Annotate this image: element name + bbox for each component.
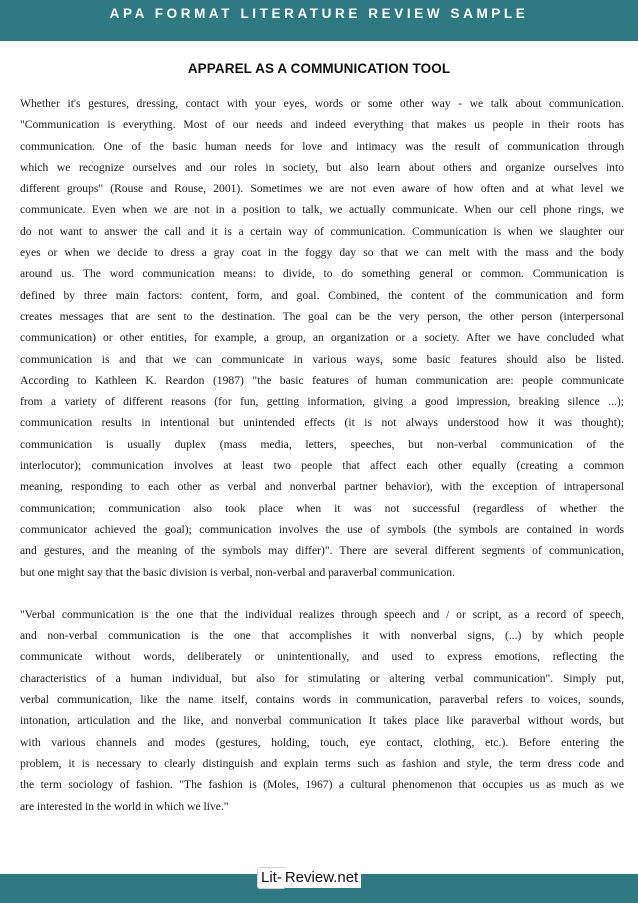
- text-line: from a variety of different reasons (for fun, getting information, giving a good impression, breaking silence ...);: [20, 395, 624, 409]
- site-logo[interactable]: [257, 866, 361, 890]
- text-line: intonation, articulation and the like, and nonverbal communication It takes place like paraverbal without words, but: [20, 714, 624, 728]
- header-bar: [0, 0, 638, 41]
- text-line: communicate without words, deliberately or unintentionally, and used to express emotions, reflecting the: [20, 650, 624, 664]
- text-line: "Communication is everything. Most of our needs and indeed everything that makes us people in their roots has: [20, 118, 624, 132]
- text-line: defined by three main factors: content, form, and goal. Combined, the content of the communication and form: [20, 288, 624, 302]
- text-line: meaning, responding to each other as verbal and nonverbal partner behavior), with the exception of intrapersonal: [20, 480, 624, 494]
- text-line: eyes or when we decide to dress a gray coat in the foggy day so that we can melt with the mass and the body: [20, 246, 624, 260]
- text-line: communication results in intentional but unintended effects (it is not always understood how it was thought);: [20, 416, 624, 430]
- text-line: problem, it is necessary to clearly distinguish and explain terms such as fashion and style, the term dress code and: [20, 756, 624, 770]
- document-body: [20, 93, 624, 817]
- text-line: are interested in the world in which we live.": [20, 799, 229, 813]
- paragraph-gap: [20, 583, 624, 604]
- text-line: with various channels and modes (gestures, holding, touch, eye contact, clothing, etc.). Before entering the: [20, 735, 624, 749]
- text-line: but one might say that the basic division is verbal, non-verbal and paraverbal communication.: [20, 565, 455, 579]
- text-line: creates messages that are sent to the destination. The goal can be the very person, the other person (interpersonal: [20, 309, 624, 323]
- text-line: communication; communication also took place when it was not successful (regardless of whether the: [20, 501, 624, 515]
- text-line: communication is and that we can communicate in various ways, some basic features should also be listed.: [20, 352, 624, 366]
- text-line: the term sociology of fashion. "The fashion is (Moles, 1967) a cultural phenomenon that occupies us as much as we: [20, 778, 624, 792]
- text-line: and gestures, and the meaning of the symbols may differ)". There are several different segments of communication,: [20, 544, 624, 558]
- text-line: verbal communication, like the name itself, contains words in communication, paraverbal refers to voices, sounds,: [20, 693, 624, 707]
- text-line: communication) or other entities, for example, a group, an organization or a society. After we have concluded what: [20, 331, 624, 345]
- text-line: do not want to answer the call and it is a certain way of communication. Communication is when we slaughter our: [20, 224, 624, 238]
- text-line: According to Kathleen K. Reardon (1987) "the basic features of human communication are: people communicate: [20, 373, 624, 387]
- text-line: communication is usually duplex (mass media, letters, speeches, but non-verbal communication of the: [20, 437, 624, 451]
- logo-review-net: Review.net: [285, 868, 361, 888]
- text-line: "Verbal communication is the one that the individual realizes through speech and / or script, as a record of speech,: [20, 607, 624, 621]
- text-line: different groups" (Rouse and Rouse, 2001). Sometimes we are not even aware of how often and at what level we: [20, 182, 624, 196]
- document-title: APPAREL AS A COMMUNICATION TOOL: [187, 61, 451, 76]
- text-line: around us. The word communication means: to divide, to do something general or common. Communication is: [20, 267, 624, 281]
- text-line: and non-verbal communication is the one that accomplishes it with nonverbal signs, (...) by which people: [20, 629, 624, 643]
- text-line: characteristics of a human individual, but also for stimulating or altering verbal communication". Simply put,: [20, 671, 624, 685]
- text-line: communicator achieved the goal); communication involves the use of symbols (the symbols are contained in words: [20, 522, 624, 536]
- logo-lit: Lit-: [257, 867, 286, 889]
- text-line: which we recognize ourselves and our roles in society, but also learn about others and organize ourselves into: [20, 160, 624, 174]
- text-line: Whether it's gestures, dressing, contact with your eyes, words or some other way - we talk about communication.: [20, 97, 624, 110]
- text-line: communicate. Even when we are not in a position to talk, we actually communicate. When our cell phone rings, we: [20, 203, 624, 217]
- text-line: communication. One of the basic human needs for love and intimacy was the result of communication through: [20, 139, 624, 153]
- header-title: APA FORMAT LITERATURE REVIEW SAMPLE: [109, 5, 529, 21]
- text-line: interlocutor); communication involves at least two people that affect each other equally (creating a common: [20, 459, 624, 473]
